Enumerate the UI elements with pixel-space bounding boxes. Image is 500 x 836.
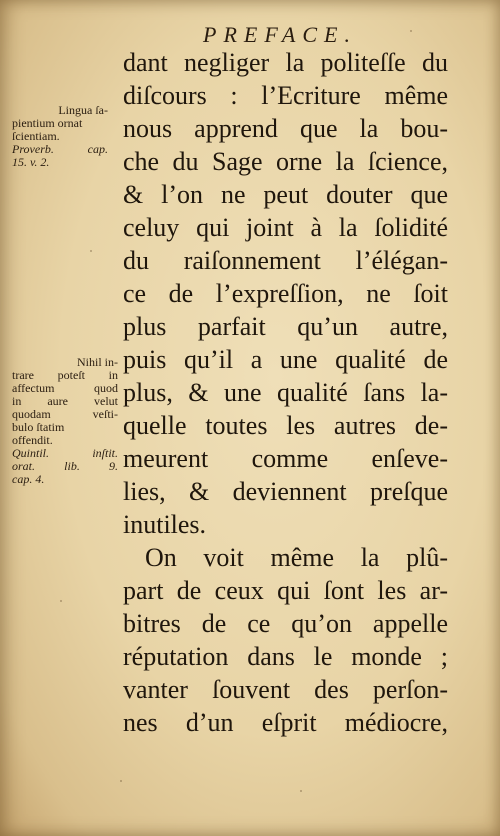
main-text-block (123, 46, 448, 739)
margin-note-line: trare poteſt in (12, 368, 118, 382)
margin-note-citation: 15. v. 2. (12, 155, 50, 169)
margin-note-line: pientium ornat (12, 116, 83, 130)
margin-note-quintilian (12, 356, 118, 486)
text-line: inutiles. (123, 510, 207, 539)
text-line: bitres de ce qu’on appelle (123, 609, 448, 638)
margin-note-line: in aure velut (12, 394, 118, 408)
margin-note-citation: orat. lib. 9. (12, 459, 118, 473)
margin-note-line: quodam veſti- (12, 407, 118, 421)
text-line: plus, & une qualité ſans la- (123, 378, 448, 407)
text-line: plus parfait qu’un autre, (123, 312, 448, 341)
text-line: & l’on ne peut douter que (123, 180, 448, 209)
margin-note-line: ſcientiam. (12, 129, 60, 143)
text-line: réputation dans le monde ; (123, 642, 448, 671)
text-line: lies, & deviennent preſque (123, 477, 448, 506)
paragraph-start-line: On voit même la plû- (145, 543, 448, 572)
margin-note-citation: Quintil. inſtit. (12, 446, 118, 460)
running-header: PREFACE. (203, 22, 357, 47)
margin-note-proverbs (12, 104, 108, 169)
text-line: nous apprend que la bou- (123, 114, 448, 143)
margin-note-line: offendit. (12, 433, 53, 447)
text-line: puis qu’il a une qualité de (123, 345, 448, 374)
text-line: che du Sage orne la ſcience, (123, 147, 448, 176)
margin-note-citation: cap. 4. (12, 472, 45, 486)
margin-note-line: Lingua ſa- (58, 103, 108, 117)
text-line: dant negliger la politeſſe du (123, 48, 448, 77)
text-line: ce de l’expreſſion, ne ſoit (123, 279, 448, 308)
margin-note-line: Nihil in- (77, 355, 118, 369)
text-line: celuy qui joint à la ſolidité (123, 213, 448, 242)
text-line: diſcours : l’Ecriture même (123, 81, 448, 110)
text-line: vanter ſouvent des perſon- (123, 675, 448, 704)
text-line: part de ceux qui ſont les ar- (123, 576, 448, 605)
margin-note-citation: Proverb. cap. (12, 142, 108, 156)
text-line: nes d’un eſprit médiocre, (123, 708, 448, 737)
text-line: meurent comme enſeve- (123, 444, 448, 473)
text-line: du raiſonnement l’élégan- (123, 246, 448, 275)
margin-note-line: affectum quod (12, 381, 118, 395)
text-line: quelle toutes les autres de- (123, 411, 448, 440)
margin-note-line: bulo ſtatim (12, 420, 65, 434)
